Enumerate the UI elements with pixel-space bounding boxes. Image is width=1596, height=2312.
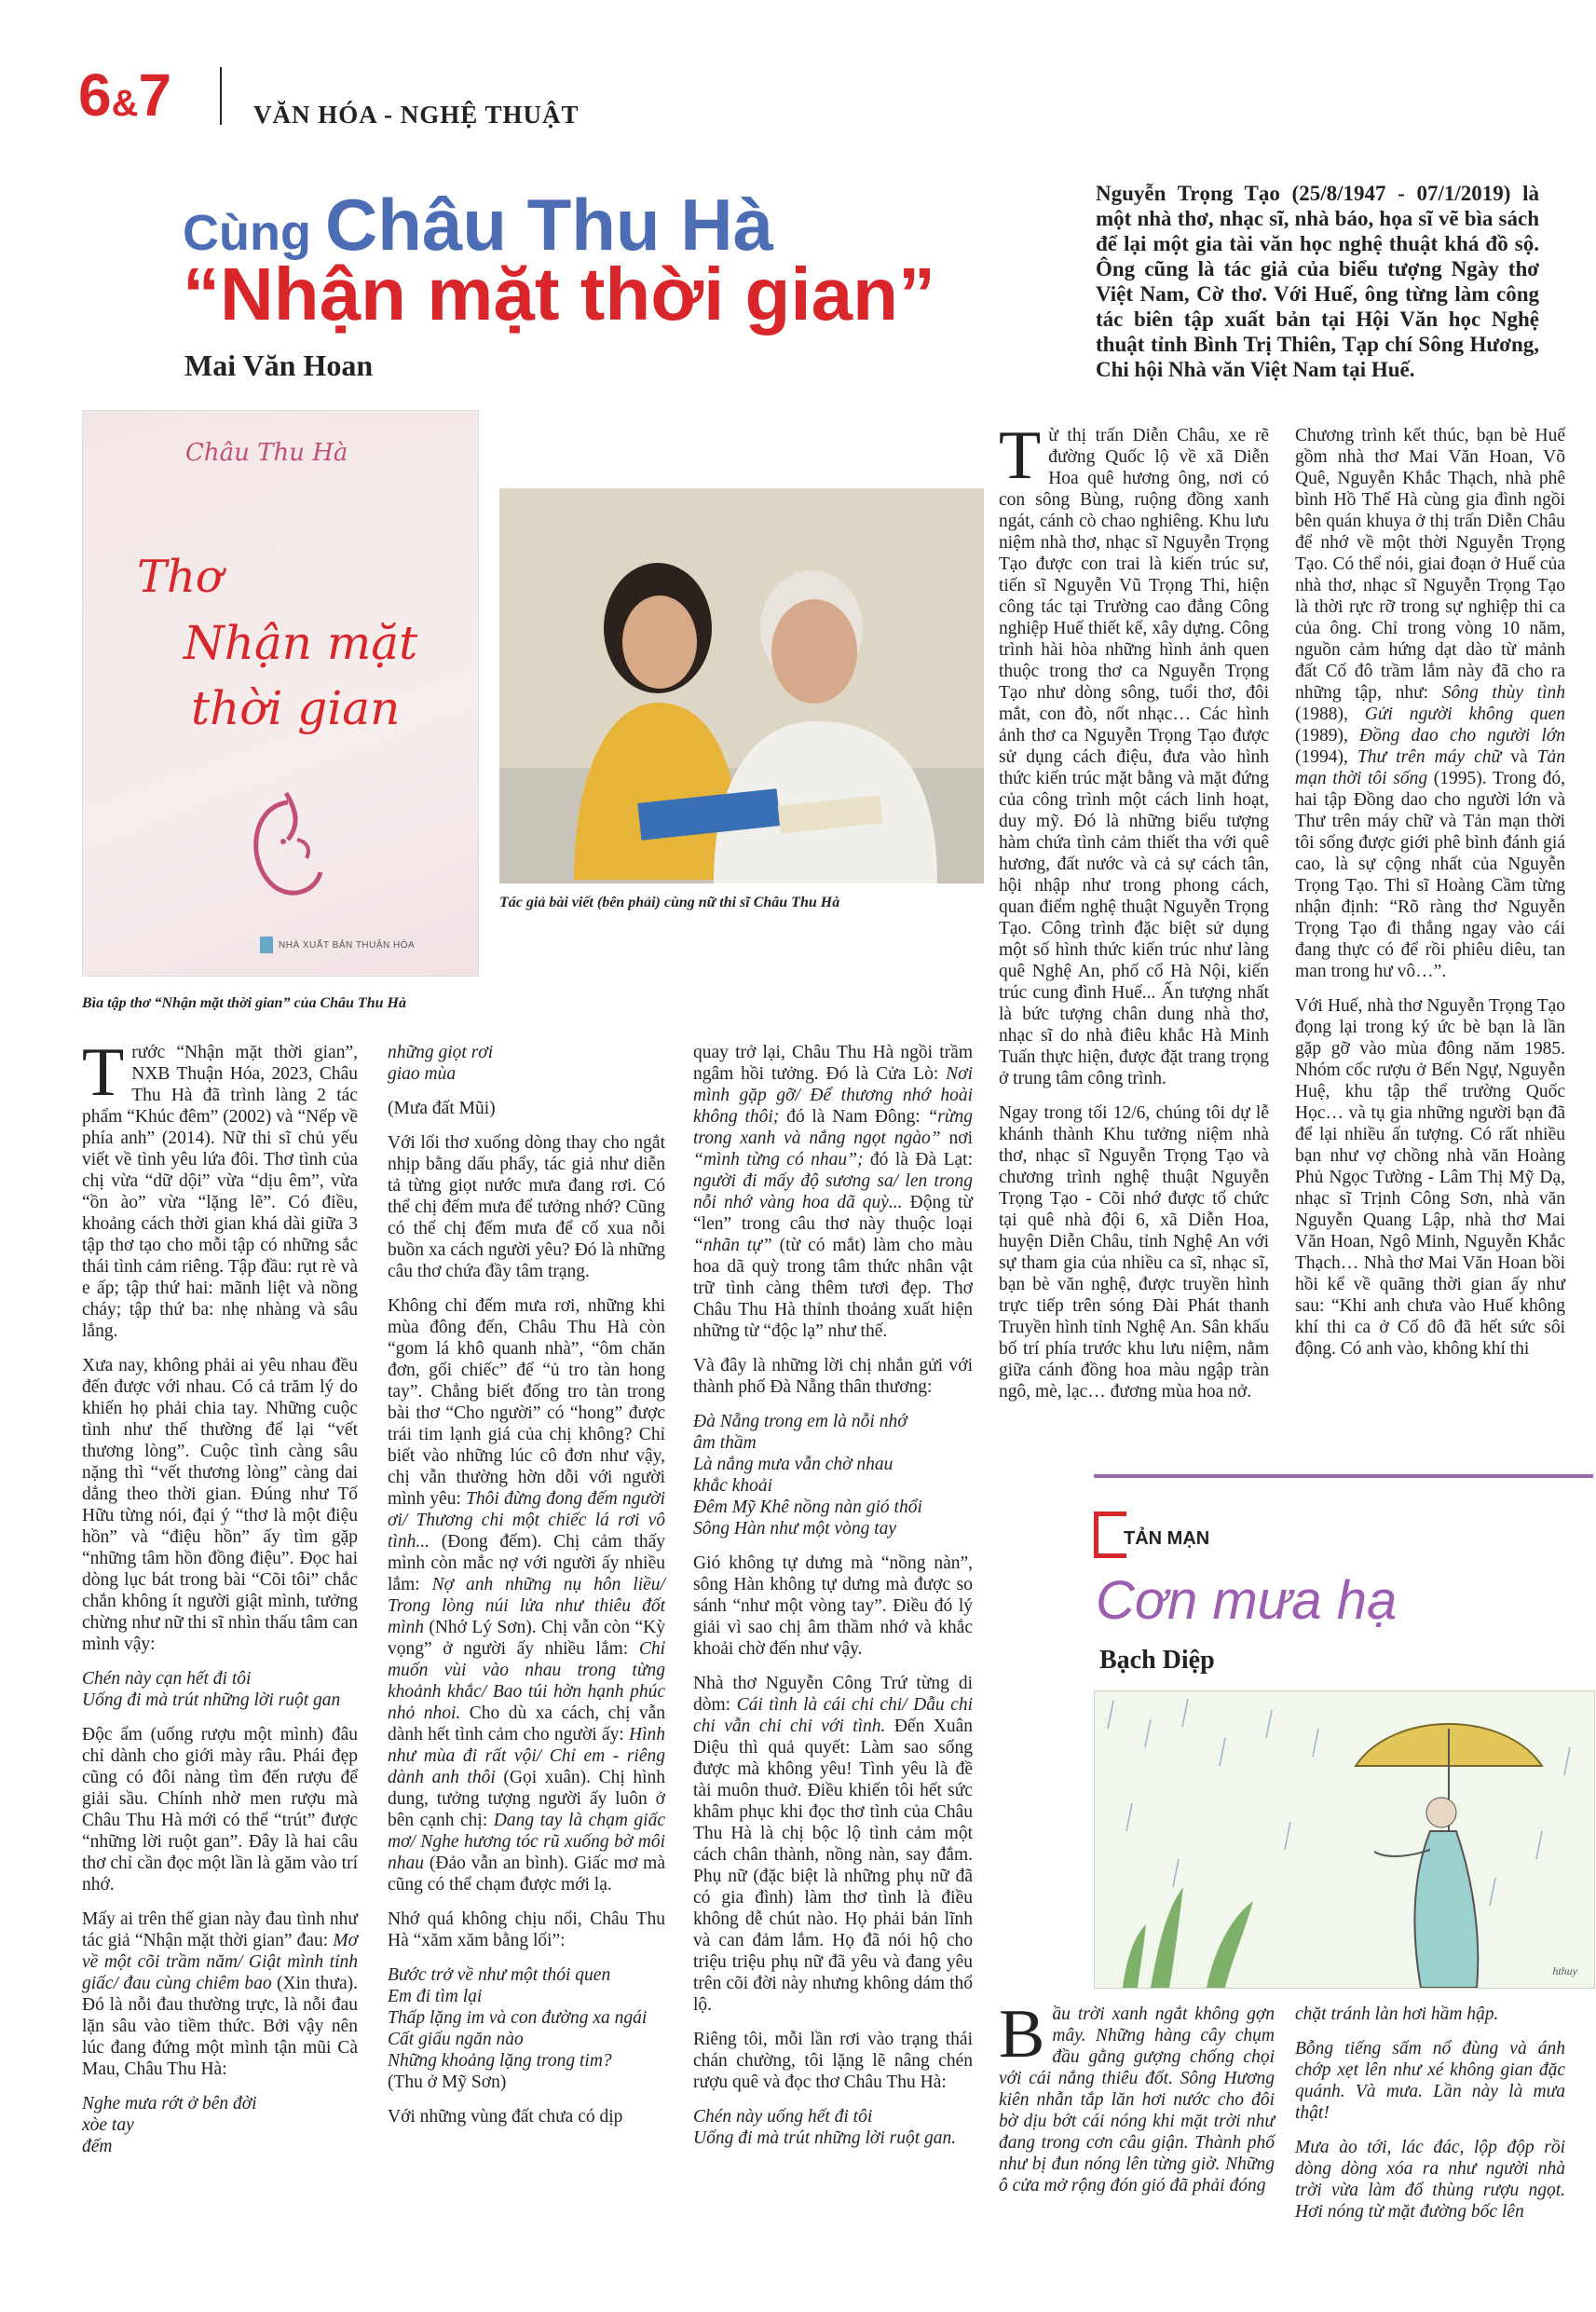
text-run: quay trở lại, Châu Thu Hà ngồi trầm ngâm hồi tưởng. Đó là Cửa Lò: — [693, 1043, 973, 1084]
paragraph: ừ thị trấn Diễn Châu, xe rẽ đường Quốc lộ về xã Diễn Hoa quê hương ông, nơi có con sông Bùng, ruộng đồng xanh ngát, cánh cò chao nghiêng. Khu lưu niệm nhà thơ, nhạc sĩ Nguyễn Trọng Tạo được con trai là kiến trúc sư, tiến sĩ Nguyễn Vũ Trọng Thi, hiện công tác tại Trường cao đẳng Công nghiệp Huế thiết kế, xây dựng. Công trình hài hòa những hình ảnh quen thuộc trong thơ ca Nguyễn Trọng Tạo như dòng sông, tuổi thơ, đôi mắt, con đò, nốt nhạc… Các hình ảnh thơ ca Nguyễn Trọng Tạo được sử dụng cách điệu, đưa vào hình thức kiến trúc mặt bằng và mặt đứng của công trình một cách linh hoạt, duy mỹ. Đó là những biểu tượng hàm chứa tình cảm thiết tha với quê hương, đất nước và cả sự cách tân, hội nhập như trong phong cách, quan điểm nghệ thuật Nguyễn Trọng Tạo. Công trình đặc biệt sử dụng một số hình thức kiến trúc như làng quê Nghệ An, phố cổ Hà Nội, kiến trúc cung đình Huế... Ấn tượng nhất là bức tượng chân dung nhà thơ, nhạc sĩ do nhà điêu khắc Hà Minh Tuấn thực hiện, được đặt trang trọng ở trung tâm công trình. — [999, 426, 1269, 1088]
paragraph: Bỗng tiếng sấm nổ đùng và ánh chớp xẹt lên như xé không gian đặc quánh. Và mưa. Lần này là mưa thật! — [1295, 2039, 1565, 2123]
paragraph: Với những vùng đất chưa có dịp — [388, 2107, 623, 2127]
paragraph — [388, 1295, 665, 1895]
text-run: (Gọi xuân). Chị hình dung, tưởng tượng người ấy luôn ở bên cạnh chị: — [388, 1768, 666, 1830]
quote-run: Chỉ muốn vùi vào nhau trong từng khoảnh khắc/ Bao túi hờn hạnh phúc nhỏ nhoi. — [388, 1639, 665, 1723]
verse: Chén này cạn hết đi tôi Uống đi mà trút những lời ruột gan — [82, 1669, 341, 1710]
dropcap: T — [999, 417, 1042, 494]
text-run: Nhà thơ Nguyễn Công Trứ từng di dòm: — [693, 1674, 973, 1715]
text-run: đó là Đà Lạt: — [863, 1150, 973, 1170]
quote-run: Hình như mùa đi rất vội/ Chỉ em - riêng dành anh thôi — [388, 1725, 665, 1787]
paragraph: chặt tránh làn hơi hầm hập. — [1295, 2004, 1499, 2024]
paragraph — [82, 1908, 358, 2080]
paragraph: Gió không tự dưng mà “nồng nàn”, sông Hàn không tự dưng mà được so sánh “như một vòng tay”. Điều đó lý giải vì sao chị âm thầm nhớ và khắc khoải chờ đến như vậy. — [693, 1553, 973, 1659]
quote-run: Nợ anh những nụ hôn liều/ Trong lòng núi lửa như thiêu đốt mình — [388, 1575, 665, 1637]
text-run: (Xin thưa). Đó là nỗi đau thường trực, là nỗi đau lặn sâu vào tiềm thức. Bởi vậy nên lúc đang đứng một mình tận mũi Cà Mau, Châu Thu Hà: — [82, 1974, 358, 2079]
quote-run: “rừng trong xanh và nắng ngọt ngào” — [693, 1107, 974, 1148]
text-run: Cho dù xa cách, chị vẫn dành hết tình cảm cho người ấy: — [388, 1703, 666, 1744]
sidebar-kicker: TẢN MẠN — [1124, 1528, 1210, 1549]
text-run: nơi — [940, 1129, 973, 1148]
text-run: (Nhớ Lý Sơn). Chị vẫn còn “Kỳ vọng” ở người ấy nhiều lắm: — [388, 1618, 665, 1659]
verse: Đà Nẵng trong em là nỗi nhớ âm thầm Là nắng mưa vẫn chờ nhau khắc khoải Đêm Mỹ Khê nồng nàn gió thổi Sông Hàn như một vòng tay — [693, 1412, 922, 1539]
page-number-amp: & — [111, 83, 139, 124]
illustrator-signature: hthuy — [1552, 1964, 1577, 1977]
cover-caption: Bìa tập thơ “Nhận mặt thời gian” của Châu Thu Hà — [82, 995, 406, 1011]
text-run: Mấy ai trên thế gian này đau tình như tác giả “Nhận mặt thời gian” đau: — [82, 1909, 358, 1950]
page-number-a: 6 — [78, 62, 112, 129]
headline-prefix: Cùng — [183, 205, 311, 261]
author-photo — [499, 488, 984, 883]
text-run: (Đảo vẫn an bình). Giấc mơ mà cũng có thể chạm được mới lạ. — [388, 1854, 665, 1895]
paragraph — [693, 1673, 973, 2016]
paragraph: Xưa nay, không phải ai yêu nhau đều đến được với nhau. Có cả trăm lý do khiến họ phải chia tay. Những cuộc tình như thế thường để lại “vết thương lòng”. Cuộc tình càng sâu nặng thì “vết thương lòng” càng dai dẳng theo thời gian. Đúng như Tố Hữu từng nói, đại ý “thơ là một điệu hồn” và “điệu hồn” ấy tìm gặp “những tâm hồn đồng điệu”. Đọc hai dòng lục bát trong bài “Cõi tôi” chắc chắn không ít người giật mình, tưởng chừng như nữ thi sĩ nhìn thấu tâm can mình vậy: — [82, 1356, 358, 1654]
photo-caption: Tác giả bài viết (bên phải) cùng nữ thi sĩ Châu Thu Hà — [499, 895, 840, 910]
paragraph: Nhớ quá không chịu nổi, Châu Thu Hà “xăm xăm bằng lối”: — [388, 1909, 665, 1950]
text-run: Đến Xuân Diệu thì quả quyết: Làm sao sống được mà không yêu! Tình yêu là đề tài muôn thuở. Điều khiến tôi hết sức khâm phục khi đọc thơ tình của Châu Thu Hà là chị bộc lộ tình cảm một cách chân thành, nồng nàn, say đắm. Phụ nữ (đặc biệt là những phụ nữ đã có gia đình) làm thơ tình là điều không dễ chút nào. Họ phải bản lĩnh và can đảm lắm. Họ đã nói hộ cho triệu triệu phụ nữ đã yêu và đang yêu trên cõi đời này nhưng không dám thổ lộ. — [693, 1717, 973, 2015]
text-run: và — [1501, 747, 1537, 767]
article-column-2 — [388, 1042, 665, 2141]
quote-run: “nhãn tự” — [693, 1236, 772, 1255]
book-title: Tản mạn thời tôi sống — [1295, 747, 1565, 788]
quote-run: Thôi đừng đong đếm người ơi/ Thương chi một chiếc lá rơi vô tình... — [388, 1489, 665, 1552]
cover-author: Châu Thu Hà — [185, 439, 348, 467]
paragraph: ầu trời xanh ngắt không gợn mây. Những hàng cây chụm đầu gằng gượng chống chọi với cái nắng thiêu đốt. Sông Hương kiên nhẫn tắp lăn hơi nước cho đôi bờ dịu bớt cái nóng khi mặt trời như đang trong cơn câu giận. Thành phố như bị đun nóng lên từng giờ. Những ô cửa mở rộng đón gió đã phải đóng — [999, 2004, 1275, 2196]
intro-paragraph: Nguyễn Trọng Tạo (25/8/1947 - 07/1/2019) là một nhà thơ, nhạc sĩ, nhà báo, họa sĩ vẽ bìa sách để lại một gia tài văn học nghệ thuật khá đồ sộ. Ông cũng là tác giả của biểu tượng Ngày thơ Việt Nam, Cờ thơ. Với Huế, ông từng làm công tác biên tập xuất bản tại Hội Văn học Nghệ thuật tỉnh Bình Trị Thiên, Tạp chí Sông Hương, Chi hội Nhà văn Việt Nam tại Huế. — [1096, 182, 1539, 381]
book-title: Gửi người không quen — [1364, 705, 1565, 724]
paragraph: (Mưa đất Mũi) — [388, 1099, 496, 1118]
quote-run: người đi mấy độ sương sa/ len trong nỗi nhớ vàng hoa dã quỳ... — [693, 1171, 973, 1212]
text-run: (1988), — [1295, 705, 1365, 724]
paragraph: Mưa ào tới, lác đác, lộp độp rồi dòng dòng xóa ra như người nhà trời vừa làm đổ thùng rượu ngọt. Hơi nóng từ mặt đường bốc lên — [1295, 2138, 1565, 2222]
quote-run: Dang tay là chạm giấc mơ/ Nghe hương tóc rũ xuống bờ môi nhau — [388, 1811, 665, 1873]
byline: Mai Văn Hoan — [184, 349, 374, 382]
quote-run: Nơi mình gặp gỡ/ Để thương nhớ hoài không thôi; — [693, 1064, 973, 1127]
verse: Nghe mưa rớt ở bên đời xòe tay đếm — [82, 2094, 257, 2156]
section-divider — [1094, 1474, 1593, 1478]
cover-genre: Thơ — [137, 551, 223, 603]
publisher-logo — [260, 937, 273, 953]
verse: Bước trở về như một thói quen Em đi tìm lại Thấp lặng im và con đường xa ngái Cất giấu ngăn nào Những khoảng lặng trong tim? — [388, 1965, 648, 2071]
cover-face-illustration — [232, 784, 344, 914]
article-column-4 — [999, 417, 1269, 1416]
headline-line2: “Nhận mặt thời gian” — [183, 253, 936, 335]
paragraph: Độc ẩm (uống rượu một mình) đâu chỉ dành cho giới mày râu. Phái đẹp cũng có đôi nàng tìm đến rượu để giải sầu. Chính nhờ men rượu mà Châu Thu Hà mới có thể “trút” được “những lời ruột gan”. Đây là hai câu thơ chỉ cần đọc một lần là găm vào trí nhớ. — [82, 1725, 358, 1895]
paragraph: Với Huế, nhà thơ Nguyễn Trọng Tạo đọng lại trong ký ức bè bạn là lần gặp gỡ vào mùa đông năm 1985. Nhóm cốc rượu ở Bến Ngự, Nguyễn Huệ, khu tập thể trường Quốc Học… và tụ gia những người bạn đã để lại nhiều ấn tượng. Có rất nhiều bạn như vợ chồng nhà văn Hoàng Phủ Ngọc Tường - Lâm Thị Mỹ Dạ, nhạc sĩ Trịnh Công Sơn, nhà văn Nguyễn Quang Lập, nhà thơ Mai Văn Hoan, Ngô Minh, Nguyễn Khắc Thạch… Nhà thơ Mai Văn Hoan bồi hồi kể về quãng thời gian ấy như sau: “Khi anh chưa vào Huế không khí thi ca ở Cố đô đã hết sức sôi động. Có anh vào, không khí thi — [1295, 996, 1565, 1359]
paragraph: (Thu ở Mỹ Sơn) — [388, 2073, 507, 2092]
paragraph — [1295, 425, 1565, 982]
text-run: (từ có mắt) làm cho màu hoa dã quỳ trong tâm thức nhân vật trữ tình càng thêm tươi đẹp. Thơ Châu Thu Hà thỉnh thoảng xuất hiện những từ “độc lạ” như thế. — [693, 1236, 973, 1341]
paragraph: rước “Nhận mặt thời gian”, NXB Thuận Hóa, 2023, Châu Thu Hà đã trình làng 2 tác phẩm “Khúc đêm” (2002) và “Nếp về phía anh” (2014). Nữ thi sĩ chủ yếu viết về tình yêu lứa đôi. Thơ tình của chị vừa “dữ dội” vừa “dịu êm”, vừa “ồn ào” vừa “lặng lẽ”. Có điều, khoảng cách thời gian khá dài giữa 3 tập thơ tạo cho mỗi tập có những sắc thái tình cảm riêng. Tập đầu: rụt rè và e ấp; tập thứ hai: mãnh liệt và nồng cháy; tập thứ ba: nhẹ nhàng và sâu lắng. — [82, 1043, 358, 1341]
sidebar-column-2 — [1295, 2004, 1565, 2236]
masthead-divider — [220, 67, 222, 125]
text-run: (1995). Trong đó, hai tập Đồng dao cho người lớn và Thư trên máy chữ và Tản mạn thời tôi sống được giới phê bình đánh giá cao, là sự cộng nhất của Nguyễn Trọng Tạo. Thi sĩ Hoàng Cầm từng nhận định: “Rõ ràng thơ Nguyễn Trọng Tạo đi thẳng ngay vào cái đang thực có để rồi phiêu diêu, tan man trong hư vô…”. — [1295, 769, 1566, 981]
text-run: Động từ “len” trong câu thơ này thuộc loại — [693, 1193, 973, 1234]
dropcap: B — [999, 1996, 1045, 2073]
sidebar-byline: Bạch Diệp — [1099, 1646, 1215, 1675]
book-title: Sông thùy tình — [1441, 683, 1565, 703]
quote-run: Cái tình là cái chi chi/ Dẫu chi chi vẫn chi chi với tình. — [693, 1695, 973, 1736]
section-title: VĂN HÓA - NGHỆ THUẬT — [253, 101, 580, 129]
article-column-3 — [693, 1042, 973, 2162]
page-number — [78, 62, 172, 133]
sidebar-title: Cơn mưa hạ — [1096, 1570, 1398, 1631]
text-run: (1994), — [1295, 747, 1357, 767]
cover-publisher: NHÀ XUẤT BẢN THUẬN HÓA — [279, 940, 416, 951]
article-column-5 — [1295, 425, 1565, 1373]
paragraph — [693, 1042, 973, 1342]
sidebar-column-1 — [999, 1996, 1275, 2209]
dropcap: T — [82, 1034, 125, 1111]
quote-run: Mơ về một cõi trầm năm/ Giật mình tỉnh giấc/ đau cùng chiêm bao — [82, 1931, 358, 1993]
quote-run: “mình từng có nhau”; — [693, 1150, 864, 1170]
book-cover-image — [82, 410, 479, 977]
headline-name: Châu Thu Hà — [324, 184, 773, 266]
page-number-b: 7 — [138, 62, 172, 129]
text-run: Chương trình kết thúc, bạn bè Huế gồm nhà thơ Mai Văn Hoan, Võ Quê, Nguyễn Khắc Thạch, nhà phê bình Hồ Thế Hà cùng gia đình ngồi bên quán khuya ở thị trấn Diễn Châu để nhớ về một thời Nguyễn Trọng Tạo. Có thể nói, giai đoạn ở Huế của nhà thơ, nhạc sĩ Nguyễn Trọng Tạo là thời rực rỡ trong sự nghiệp thi ca của ông. Chỉ trong vòng 10 năm, nguồn cảm hứng dạt dào từ mảnh đất Cố đô trầm lắm này đã cho ra những tập, như: — [1295, 426, 1565, 703]
paragraph: Và đây là những lời chị nhắn gửi với thành phố Đà Nẵng thân thương: — [693, 1356, 973, 1397]
verse: Chén này uống hết đi tôi Uống đi mà trút những lời ruột gan. — [693, 2107, 957, 2148]
cover-title-b: thời gian — [191, 681, 401, 735]
rain-illustration — [1094, 1690, 1595, 1989]
text-run: Không chỉ đếm mưa rơi, những khi mùa đông đến, Châu Thu Hà còn “gom lá khô quanh nhà”, “ôm chăn đơn, gối chiếc” để “ủ tro tàn hong tay”. Chẳng biết đống tro tàn trong bài thơ “Cho người” có “hong” được trái tim lạnh giá của chị không? Chỉ biết vào những lúc cô đơn như vậy, chị vẫn thường hờn dỗi với người mình yêu: — [388, 1296, 665, 1509]
article-column-1 — [82, 1034, 358, 2170]
kicker-bracket — [1094, 1512, 1126, 1558]
paragraph: Với lối thơ xuống dòng thay cho ngắt nhịp bằng dấu phẩy, tác giả như diễn tả từng giọt nước mưa đang rơi. Có thể chị đếm mưa để tưởng nhớ? Cũng có thể chị đếm mưa để cố xua nỗi buồn xa cách người yêu? Đó là những câu thơ chứa đầy tâm trạng. — [388, 1133, 665, 1281]
text-run: đó là Nam Đông: — [779, 1107, 928, 1127]
text-run: (Đong đếm). Chị cảm thấy mình còn mắc nợ với người ấy nhiều lắm: — [388, 1532, 665, 1594]
paragraph: Riêng tôi, mỗi lần rơi vào trạng thái chán chường, tôi lặng lẽ nâng chén rượu quê và đọc thơ Châu Thu Hà: — [693, 2030, 973, 2092]
rain-drawing — [1095, 1691, 1594, 1988]
cover-title-a: Nhận mặt — [184, 616, 418, 670]
book-title: Thư trên máy chữ — [1357, 747, 1502, 767]
paragraph: Ngay trong tối 12/6, chúng tôi dự lễ khánh thành Khu tưởng niệm nhà thơ, nhạc sĩ Nguyễn Trọng Tạo và chương trình nghệ thuật Nguyễn Trọng Tạo - Cõi nhớ được tổ chức tại quê nhà đội 6, xã Diễn Hoa, huyện Diễn Châu, tỉnh Nghệ An với sự tham gia của nhiều ca sĩ, nhạc sĩ, bạn bè văn nghệ, được truyền hình trực tiếp trên sóng Đài Phát thanh Truyền hình tỉnh Nghệ An. Sân khấu bố trí phía trước khu lưu niệm, nằm giữa cánh đồng hoa màu ngập tràn ngô, mè, lạc… đương mùa hoa nở. — [999, 1103, 1269, 1402]
verse: những giọt rơi giao mùa — [388, 1043, 494, 1084]
text-run: (1989), — [1295, 726, 1360, 746]
photo-illustration — [499, 488, 984, 883]
book-title: Đồng dao cho người lớn — [1359, 726, 1565, 746]
